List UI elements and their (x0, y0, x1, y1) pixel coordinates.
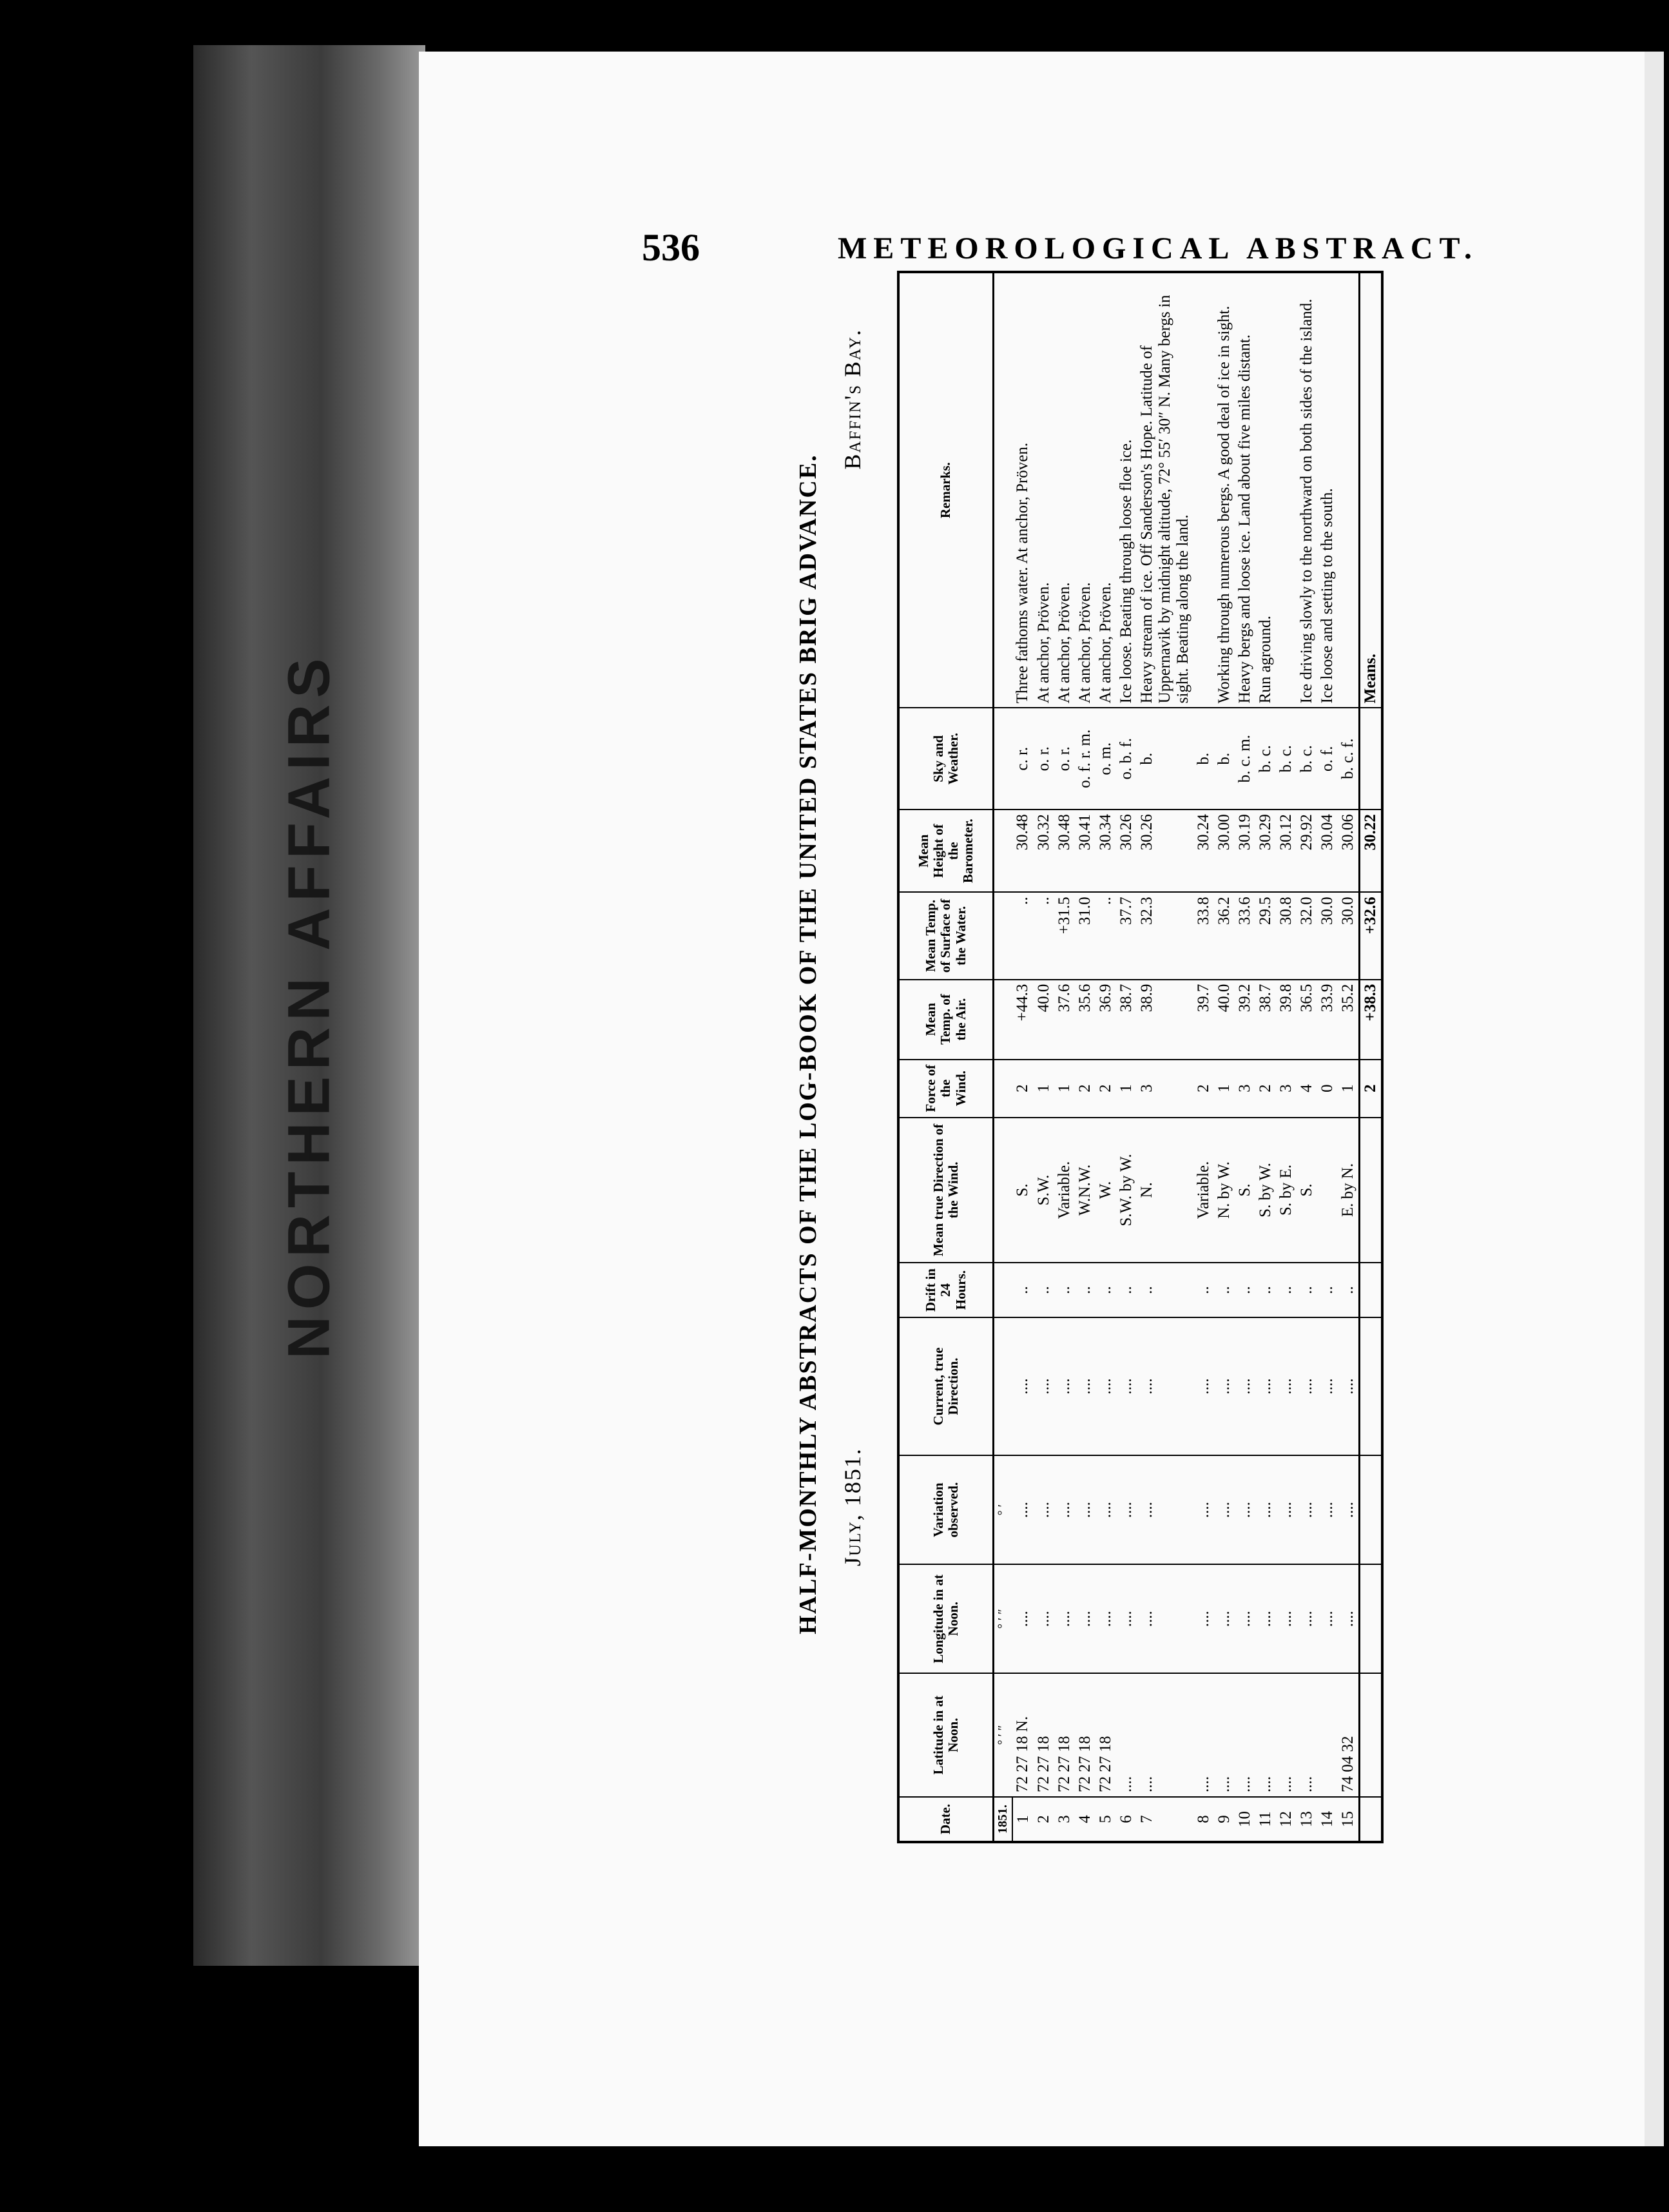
wind-direction-cell: Variable. (1054, 1118, 1075, 1263)
barometer-cell: 30.00 (1214, 810, 1235, 892)
date-cell: 14 (1317, 1797, 1338, 1842)
header-drift: Drift in 24 Hours. (898, 1263, 994, 1317)
document-page (419, 52, 1645, 2146)
remarks-cell: Ice loose and setting to the south. (1317, 272, 1338, 708)
page-edge (1645, 52, 1664, 2146)
table-row (1338, 272, 1360, 1842)
header-wind-force: Force of the Wind. (898, 1060, 994, 1118)
drift-cell: .. (1075, 1263, 1095, 1317)
means-row (1360, 272, 1383, 1842)
header-sky: Sky and Weather. (898, 708, 994, 810)
header-date: Date. (898, 1797, 994, 1842)
drift-cell: .. (1193, 1263, 1214, 1317)
longitude-cell: .... (1116, 1564, 1137, 1673)
table-row (1235, 272, 1255, 1842)
wind-force-cell: 3 (1137, 1060, 1193, 1118)
latitude-cell: .... (1255, 1673, 1276, 1797)
wind-direction-cell: Variable. (1193, 1118, 1214, 1263)
longitude-cell: .... (1137, 1564, 1193, 1673)
var-unit: ° ′ (994, 1455, 1013, 1564)
wind-direction-cell: W. (1095, 1118, 1116, 1263)
means-label: Means. (1360, 272, 1383, 708)
table-row (1193, 272, 1214, 1842)
current-cell: .... (1075, 1317, 1095, 1455)
water-temp-cell: 31.0 (1075, 892, 1095, 979)
running-title: METEOROLOGICAL ABSTRACT. (838, 231, 1478, 266)
remarks-cell: Working through numerous bergs. A good deal of ice in sight. (1214, 272, 1235, 708)
table-row (1137, 272, 1193, 1842)
current-cell: .... (1338, 1317, 1360, 1455)
current-cell: .... (1297, 1317, 1317, 1455)
current-cell: .... (1116, 1317, 1137, 1455)
remarks-cell: At anchor, Pröven. (1075, 272, 1095, 708)
water-temp-cell: .. (1012, 892, 1034, 979)
latitude-cell: .... (1137, 1673, 1193, 1797)
wind-force-cell: 2 (1075, 1060, 1095, 1118)
header-current: Current, true Direction. (898, 1317, 994, 1455)
longitude-cell: .... (1317, 1564, 1338, 1673)
latitude-cell: .... (1235, 1673, 1255, 1797)
sky-cell: o. m. (1095, 708, 1116, 810)
barometer-cell: 30.24 (1193, 810, 1214, 892)
sky-cell: o. r. (1034, 708, 1054, 810)
sky-cell: b. c. (1297, 708, 1317, 810)
sky-cell: b. c. f. (1338, 708, 1360, 810)
remarks-cell: Ice driving slowly to the northward on both sides of the island. (1297, 272, 1317, 708)
sky-cell: b. c. (1255, 708, 1276, 810)
date-cell: 12 (1276, 1797, 1297, 1842)
longitude-cell: .... (1297, 1564, 1317, 1673)
header-variation: Variation observed. (898, 1455, 994, 1564)
date-cell: 1 (1012, 1797, 1034, 1842)
longitude-cell: .... (1034, 1564, 1054, 1673)
air-temp-cell: 36.9 (1095, 980, 1116, 1060)
variation-cell: .... (1075, 1455, 1095, 1564)
air-temp-cell: 38.7 (1116, 980, 1137, 1060)
remarks-cell: At anchor, Pröven. (1034, 272, 1054, 708)
table-row (1054, 272, 1075, 1842)
current-cell: .... (1095, 1317, 1116, 1455)
header-latitude: Latitude in at Noon. (898, 1673, 994, 1797)
remarks-cell: Ice loose. Beating through loose floe ice. (1116, 272, 1137, 708)
wind-direction-cell: W.N.W. (1075, 1118, 1095, 1263)
document-title: HALF-MONTHLY ABSTRACTS OF THE LOG-BOOK OF THE UNITED STATES BRIG ADVANCE. (795, 454, 822, 1635)
sky-cell: o. f. (1317, 708, 1338, 810)
remarks-cell: At anchor, Pröven. (1054, 272, 1075, 708)
air-temp-cell: 38.7 (1255, 980, 1276, 1060)
water-temp-cell: .. (1034, 892, 1054, 979)
longitude-cell: .... (1012, 1564, 1034, 1673)
table-row (1317, 272, 1338, 1842)
water-temp-cell: .. (1095, 892, 1116, 979)
table-row (1297, 272, 1317, 1842)
current-cell: .... (1034, 1317, 1054, 1455)
log-table (897, 271, 1384, 1843)
sky-cell: b. c. m. (1235, 708, 1255, 810)
air-temp-cell: 40.0 (1034, 980, 1054, 1060)
water-temp-cell: 37.7 (1116, 892, 1137, 979)
latitude-cell: 72 27 18 (1075, 1673, 1095, 1797)
air-temp-cell: 36.5 (1297, 980, 1317, 1060)
variation-cell: .... (1012, 1455, 1034, 1564)
means-force: 2 (1360, 1060, 1383, 1118)
wind-force-cell: 1 (1214, 1060, 1235, 1118)
wind-force-cell: 1 (1116, 1060, 1137, 1118)
remarks-cell: Three fathoms water. At anchor, Pröven. (1012, 272, 1034, 708)
drift-cell: .. (1116, 1263, 1137, 1317)
date-cell: 13 (1297, 1797, 1317, 1842)
units-row (994, 272, 1013, 1842)
wind-direction-cell: S. by E. (1276, 1118, 1297, 1263)
variation-cell: .... (1116, 1455, 1137, 1564)
date-cell: 15 (1338, 1797, 1360, 1842)
drift-cell: .. (1297, 1263, 1317, 1317)
longitude-cell: .... (1235, 1564, 1255, 1673)
table-row (1034, 272, 1054, 1842)
air-temp-cell: 39.8 (1276, 980, 1297, 1060)
longitude-cell: .... (1255, 1564, 1276, 1673)
variation-cell: .... (1137, 1455, 1193, 1564)
table-row (1255, 272, 1276, 1842)
header-remarks: Remarks. (898, 272, 994, 708)
wind-force-cell: 3 (1235, 1060, 1255, 1118)
current-cell: .... (1255, 1317, 1276, 1455)
current-cell: .... (1276, 1317, 1297, 1455)
longitude-cell: .... (1193, 1564, 1214, 1673)
date-cell: 9 (1214, 1797, 1235, 1842)
latitude-cell: 72 27 18 N. (1012, 1673, 1034, 1797)
wind-direction-cell (1317, 1118, 1338, 1263)
water-temp-cell: 33.6 (1235, 892, 1255, 979)
wind-direction-cell: S.W. by W. (1116, 1118, 1137, 1263)
wind-direction-cell: N. by W. (1214, 1118, 1235, 1263)
sky-cell: c. r. (1012, 708, 1034, 810)
water-temp-cell: 32.3 (1137, 892, 1193, 979)
wind-direction-cell: E. by N. (1338, 1118, 1360, 1263)
remarks-cell (1276, 272, 1297, 708)
air-temp-cell: 39.7 (1193, 980, 1214, 1060)
water-temp-cell: 29.5 (1255, 892, 1276, 979)
latitude-cell: .... (1276, 1673, 1297, 1797)
date-cell: 7 (1137, 1797, 1193, 1842)
variation-cell: .... (1338, 1455, 1360, 1564)
rotated-table-block (794, 245, 1387, 1843)
date-cell: 4 (1075, 1797, 1095, 1842)
remarks-cell: Heavy bergs and loose ice. Land about five miles distant. (1235, 272, 1255, 708)
header-water-temp: Mean Temp. of Surface of the Water. (898, 892, 994, 979)
wind-direction-cell: S. (1235, 1118, 1255, 1263)
drift-cell: .. (1338, 1263, 1360, 1317)
remarks-cell: Heavy stream of ice. Off Sanderson's Hope. Latitude of Uppernavik by midnight altitude, 72° 55′ 30″ N. Many bergs in sight. Beating along the land. (1137, 272, 1193, 708)
latitude-cell (1317, 1673, 1338, 1797)
air-temp-cell: 38.9 (1137, 980, 1193, 1060)
longitude-cell: .... (1095, 1564, 1116, 1673)
air-temp-cell: 39.2 (1235, 980, 1255, 1060)
drift-cell: .. (1034, 1263, 1054, 1317)
wind-force-cell: 2 (1193, 1060, 1214, 1118)
variation-cell: .... (1255, 1455, 1276, 1564)
barometer-cell: 30.26 (1116, 810, 1137, 892)
current-cell: .... (1214, 1317, 1235, 1455)
drift-cell: .. (1137, 1263, 1193, 1317)
current-cell: .... (1193, 1317, 1214, 1455)
drift-cell: .. (1214, 1263, 1235, 1317)
drift-cell: .. (1255, 1263, 1276, 1317)
wind-force-cell: 1 (1054, 1060, 1075, 1118)
means-water: +32.6 (1360, 892, 1383, 979)
lat-unit: ° ′ ″ (994, 1673, 1013, 1797)
latitude-cell: .... (1214, 1673, 1235, 1797)
sky-cell: b. (1193, 708, 1214, 810)
current-cell: .... (1054, 1317, 1075, 1455)
variation-cell: .... (1054, 1455, 1075, 1564)
date-cell: 10 (1235, 1797, 1255, 1842)
date-cell: 11 (1255, 1797, 1276, 1842)
latitude-cell: 72 27 18 (1054, 1673, 1075, 1797)
sky-cell: o. r. (1054, 708, 1075, 810)
barometer-cell: 30.29 (1255, 810, 1276, 892)
latitude-cell: 74 04 32 (1338, 1673, 1360, 1797)
variation-cell: .... (1276, 1455, 1297, 1564)
wind-direction-cell: S.W. (1034, 1118, 1054, 1263)
wind-direction-cell: S. by W. (1255, 1118, 1276, 1263)
means-barometer: 30.22 (1360, 810, 1383, 892)
means-air: +38.3 (1360, 980, 1383, 1060)
air-temp-cell: 35.2 (1338, 980, 1360, 1060)
current-cell: .... (1235, 1317, 1255, 1455)
water-temp-cell: 30.0 (1317, 892, 1338, 979)
date-cell: 5 (1095, 1797, 1116, 1842)
drift-cell: .. (1276, 1263, 1297, 1317)
header-air-temp: Mean Temp. of the Air. (898, 980, 994, 1060)
water-temp-cell: 33.8 (1193, 892, 1214, 979)
sky-cell: o. b. f. (1116, 708, 1137, 810)
wind-direction-cell: N. (1137, 1118, 1193, 1263)
water-temp-cell: 30.0 (1338, 892, 1360, 979)
air-temp-cell: +44.3 (1012, 980, 1034, 1060)
latitude-cell: 72 27 18 (1095, 1673, 1116, 1797)
remarks-cell: Run aground. (1255, 272, 1276, 708)
barometer-cell: 30.06 (1338, 810, 1360, 892)
table-header-row (898, 272, 994, 1842)
barometer-cell: 30.48 (1012, 810, 1034, 892)
variation-cell: .... (1193, 1455, 1214, 1564)
water-temp-cell: 30.8 (1276, 892, 1297, 979)
place-label: Baffin's Bay. (840, 329, 865, 470)
table-row (1116, 272, 1137, 1842)
date-cell: 2 (1034, 1797, 1054, 1842)
header-longitude: Longitude in at Noon. (898, 1564, 994, 1673)
wind-force-cell: 3 (1276, 1060, 1297, 1118)
lon-unit: ° ′ ″ (994, 1564, 1013, 1673)
barometer-cell: 30.04 (1317, 810, 1338, 892)
barometer-cell: 29.92 (1297, 810, 1317, 892)
page-number: 536 (642, 226, 700, 269)
longitude-cell: .... (1075, 1564, 1095, 1673)
table-row (1214, 272, 1235, 1842)
air-temp-cell: 35.6 (1075, 980, 1095, 1060)
drift-cell: .. (1317, 1263, 1338, 1317)
table-row (1075, 272, 1095, 1842)
drift-cell: .. (1235, 1263, 1255, 1317)
subtitle-row (839, 245, 878, 1843)
table-row (1095, 272, 1116, 1842)
air-temp-cell: 40.0 (1214, 980, 1235, 1060)
variation-cell: .... (1297, 1455, 1317, 1564)
current-cell: .... (1317, 1317, 1338, 1455)
table-row (1012, 272, 1034, 1842)
sky-cell: b. (1137, 708, 1193, 810)
wind-force-cell: 2 (1095, 1060, 1116, 1118)
date-cell: 6 (1116, 1797, 1137, 1842)
remarks-cell (1338, 272, 1360, 708)
current-cell: .... (1012, 1317, 1034, 1455)
variation-cell: .... (1214, 1455, 1235, 1564)
wind-force-cell: 0 (1317, 1060, 1338, 1118)
barometer-cell: 30.34 (1095, 810, 1116, 892)
barometer-cell: 30.48 (1054, 810, 1075, 892)
header-wind-direction: Mean true Direction of the Wind. (898, 1118, 994, 1263)
table-row (1276, 272, 1297, 1842)
variation-cell: .... (1235, 1455, 1255, 1564)
remarks-cell: At anchor, Pröven. (1095, 272, 1116, 708)
month-label: July, 1851. (840, 1448, 865, 1566)
longitude-cell: .... (1054, 1564, 1075, 1673)
sky-cell: b. (1214, 708, 1235, 810)
wind-force-cell: 1 (1338, 1060, 1360, 1118)
date-cell: 3 (1054, 1797, 1075, 1842)
air-temp-cell: 33.9 (1317, 980, 1338, 1060)
water-temp-cell: 36.2 (1214, 892, 1235, 979)
date-cell: 8 (1193, 1797, 1214, 1842)
variation-cell: .... (1095, 1455, 1116, 1564)
barometer-cell: 30.26 (1137, 810, 1193, 892)
drift-cell: .. (1012, 1263, 1034, 1317)
remarks-cell (1193, 272, 1214, 708)
air-temp-cell: 37.6 (1054, 980, 1075, 1060)
year-cell: 1851. (994, 1797, 1013, 1842)
wind-direction-cell: S. (1012, 1118, 1034, 1263)
latitude-cell: .... (1297, 1673, 1317, 1797)
spine-text: NORTHERN AFFAIRS (276, 652, 342, 1359)
barometer-cell: 30.41 (1075, 810, 1095, 892)
drift-cell: .. (1054, 1263, 1075, 1317)
water-temp-cell: 32.0 (1297, 892, 1317, 979)
wind-force-cell: 4 (1297, 1060, 1317, 1118)
variation-cell: .... (1034, 1455, 1054, 1564)
barometer-cell: 30.19 (1235, 810, 1255, 892)
sky-cell: o. f. r. m. (1075, 708, 1095, 810)
wind-direction-cell: S. (1297, 1118, 1317, 1263)
sky-cell: b. c. (1276, 708, 1297, 810)
latitude-cell: 72 27 18 (1034, 1673, 1054, 1797)
variation-cell: .... (1317, 1455, 1338, 1564)
current-cell: .... (1137, 1317, 1193, 1455)
barometer-cell: 30.32 (1034, 810, 1054, 892)
longitude-cell: .... (1338, 1564, 1360, 1673)
wind-force-cell: 2 (1255, 1060, 1276, 1118)
drift-cell: .. (1095, 1263, 1116, 1317)
latitude-cell: .... (1116, 1673, 1137, 1797)
barometer-cell: 30.12 (1276, 810, 1297, 892)
wind-force-cell: 2 (1012, 1060, 1034, 1118)
longitude-cell: .... (1276, 1564, 1297, 1673)
wind-force-cell: 1 (1034, 1060, 1054, 1118)
water-temp-cell: +31.5 (1054, 892, 1075, 979)
longitude-cell: .... (1214, 1564, 1235, 1673)
latitude-cell: .... (1193, 1673, 1214, 1797)
header-barometer: Mean Height of the Barometer. (898, 810, 994, 892)
